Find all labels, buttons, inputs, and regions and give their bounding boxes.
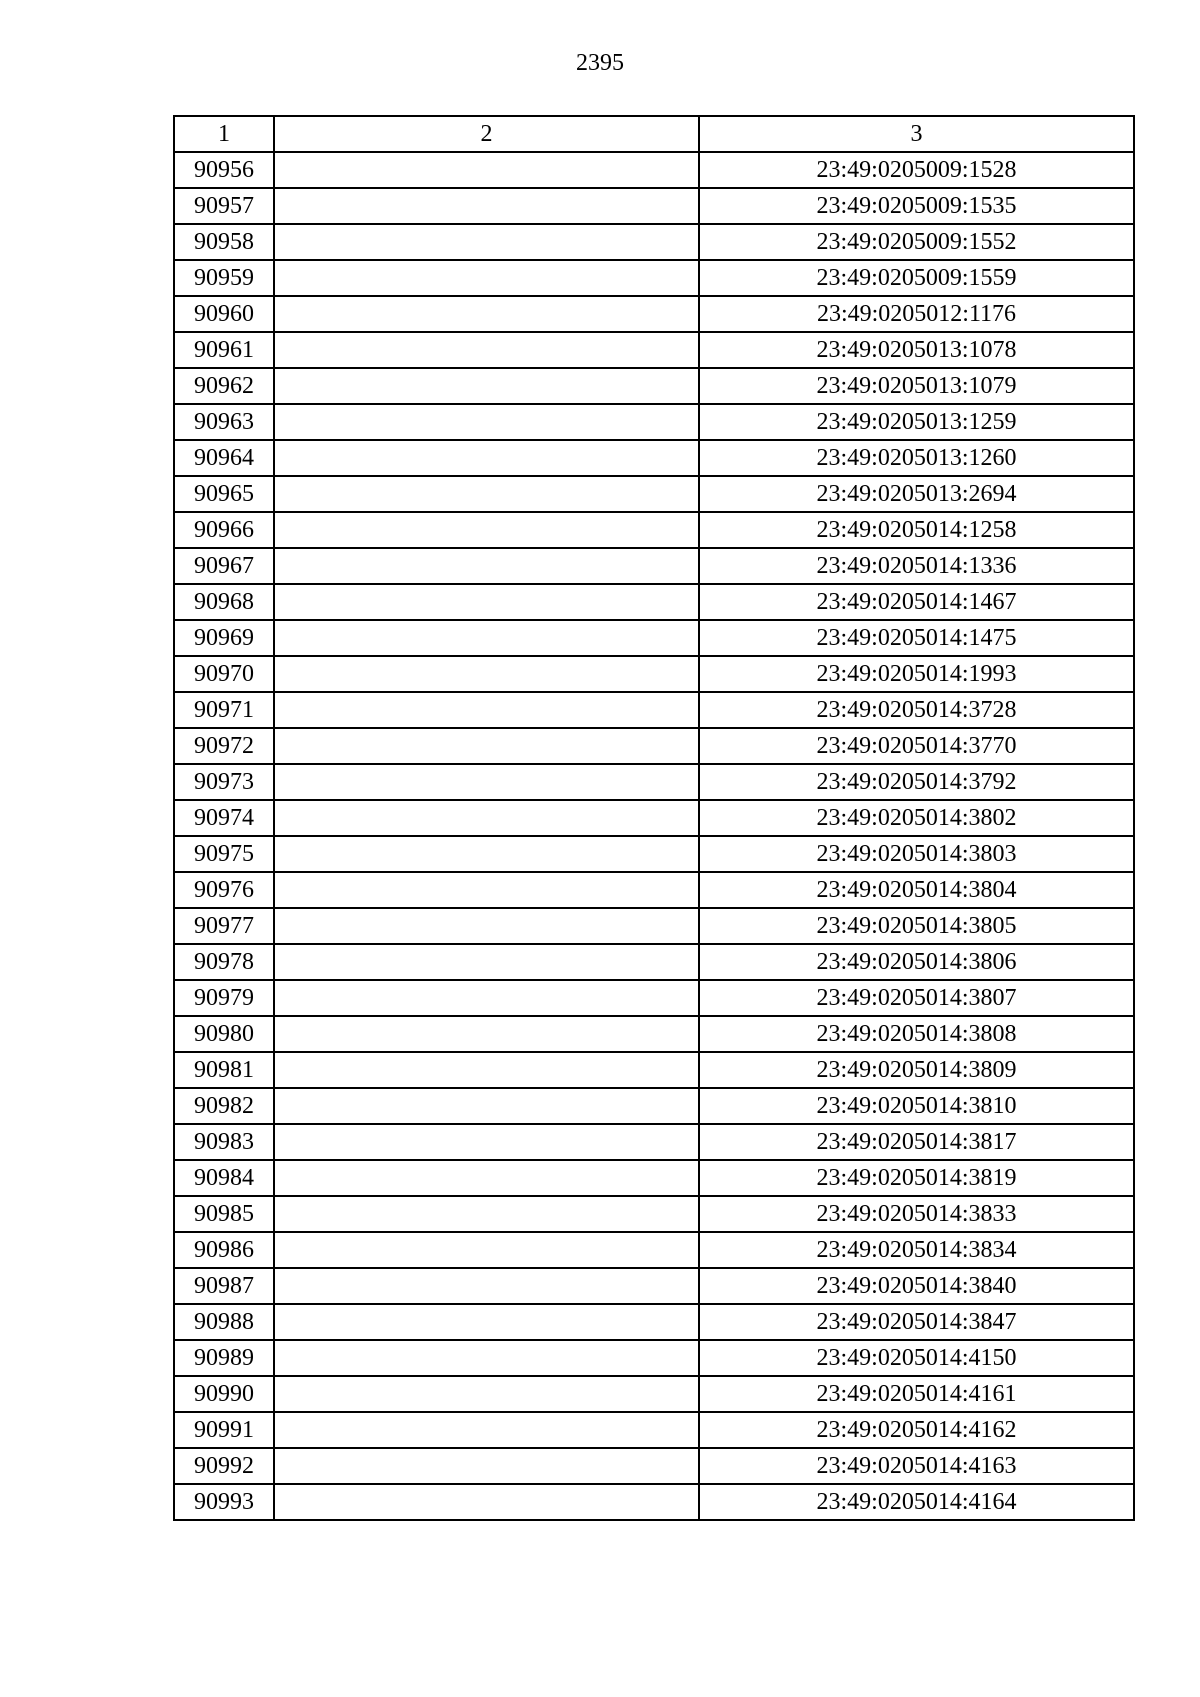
empty-cell bbox=[274, 260, 699, 296]
row-number-cell: 90992 bbox=[174, 1448, 274, 1484]
row-number-cell: 90958 bbox=[174, 224, 274, 260]
table-row bbox=[174, 944, 1134, 980]
row-number-cell: 90974 bbox=[174, 800, 274, 836]
cadastral-number-cell: 23:49:0205014:3817 bbox=[699, 1124, 1134, 1160]
row-number-cell: 90957 bbox=[174, 188, 274, 224]
cadastral-number-cell: 23:49:0205013:1079 bbox=[699, 368, 1134, 404]
table-row bbox=[174, 512, 1134, 548]
cadastral-number-cell: 23:49:0205014:3802 bbox=[699, 800, 1134, 836]
table-row bbox=[174, 656, 1134, 692]
cadastral-number-cell: 23:49:0205014:3803 bbox=[699, 836, 1134, 872]
empty-cell bbox=[274, 1160, 699, 1196]
table-row bbox=[174, 368, 1134, 404]
data-table bbox=[173, 115, 1135, 1521]
cadastral-number-cell: 23:49:0205013:2694 bbox=[699, 476, 1134, 512]
cadastral-number-cell: 23:49:0205013:1259 bbox=[699, 404, 1134, 440]
cadastral-number-cell: 23:49:0205014:3834 bbox=[699, 1232, 1134, 1268]
row-number-cell: 90975 bbox=[174, 836, 274, 872]
table-row bbox=[174, 692, 1134, 728]
empty-cell bbox=[274, 152, 699, 188]
table-body bbox=[174, 152, 1134, 1520]
row-number-cell: 90968 bbox=[174, 584, 274, 620]
empty-cell bbox=[274, 908, 699, 944]
cadastral-number-cell: 23:49:0205009:1552 bbox=[699, 224, 1134, 260]
empty-cell bbox=[274, 1052, 699, 1088]
cadastral-number-cell: 23:49:0205009:1559 bbox=[699, 260, 1134, 296]
row-number-cell: 90984 bbox=[174, 1160, 274, 1196]
row-number-cell: 90990 bbox=[174, 1376, 274, 1412]
table-row bbox=[174, 872, 1134, 908]
empty-cell bbox=[274, 944, 699, 980]
table-row bbox=[174, 1160, 1134, 1196]
empty-cell bbox=[274, 1016, 699, 1052]
row-number-cell: 90963 bbox=[174, 404, 274, 440]
row-number-cell: 90964 bbox=[174, 440, 274, 476]
empty-cell bbox=[274, 224, 699, 260]
table-row bbox=[174, 1448, 1134, 1484]
cadastral-number-cell: 23:49:0205014:3770 bbox=[699, 728, 1134, 764]
empty-cell bbox=[274, 332, 699, 368]
row-number-cell: 90965 bbox=[174, 476, 274, 512]
row-number-cell: 90993 bbox=[174, 1484, 274, 1520]
cadastral-number-cell: 23:49:0205014:3847 bbox=[699, 1304, 1134, 1340]
table-row bbox=[174, 800, 1134, 836]
table-row bbox=[174, 836, 1134, 872]
row-number-cell: 90960 bbox=[174, 296, 274, 332]
table-row bbox=[174, 1196, 1134, 1232]
row-number-cell: 90983 bbox=[174, 1124, 274, 1160]
table-row bbox=[174, 1124, 1134, 1160]
empty-cell bbox=[274, 1448, 699, 1484]
cadastral-number-cell: 23:49:0205014:1475 bbox=[699, 620, 1134, 656]
cadastral-number-cell: 23:49:0205014:4163 bbox=[699, 1448, 1134, 1484]
cadastral-number-cell: 23:49:0205014:3810 bbox=[699, 1088, 1134, 1124]
empty-cell bbox=[274, 1340, 699, 1376]
empty-cell bbox=[274, 548, 699, 584]
row-number-cell: 90970 bbox=[174, 656, 274, 692]
row-number-cell: 90969 bbox=[174, 620, 274, 656]
empty-cell bbox=[274, 620, 699, 656]
cadastral-number-cell: 23:49:0205014:3792 bbox=[699, 764, 1134, 800]
empty-cell bbox=[274, 692, 699, 728]
table-header-row bbox=[174, 116, 1134, 152]
empty-cell bbox=[274, 1196, 699, 1232]
row-number-cell: 90971 bbox=[174, 692, 274, 728]
table-row bbox=[174, 152, 1134, 188]
table-row bbox=[174, 404, 1134, 440]
table-row bbox=[174, 296, 1134, 332]
cadastral-number-cell: 23:49:0205014:3807 bbox=[699, 980, 1134, 1016]
empty-cell bbox=[274, 1376, 699, 1412]
cadastral-number-cell: 23:49:0205014:4162 bbox=[699, 1412, 1134, 1448]
row-number-cell: 90966 bbox=[174, 512, 274, 548]
empty-cell bbox=[274, 440, 699, 476]
cadastral-number-cell: 23:49:0205013:1078 bbox=[699, 332, 1134, 368]
row-number-cell: 90961 bbox=[174, 332, 274, 368]
row-number-cell: 90977 bbox=[174, 908, 274, 944]
empty-cell bbox=[274, 800, 699, 836]
row-number-cell: 90973 bbox=[174, 764, 274, 800]
row-number-cell: 90981 bbox=[174, 1052, 274, 1088]
empty-cell bbox=[274, 872, 699, 908]
page-number: 2395 bbox=[576, 50, 624, 76]
cadastral-number-cell: 23:49:0205009:1535 bbox=[699, 188, 1134, 224]
table-row bbox=[174, 476, 1134, 512]
cadastral-number-cell: 23:49:0205014:3804 bbox=[699, 872, 1134, 908]
empty-cell bbox=[274, 1088, 699, 1124]
table-row bbox=[174, 620, 1134, 656]
empty-cell bbox=[274, 980, 699, 1016]
row-number-cell: 90989 bbox=[174, 1340, 274, 1376]
cadastral-number-cell: 23:49:0205014:1993 bbox=[699, 656, 1134, 692]
table-row bbox=[174, 1412, 1134, 1448]
table-row bbox=[174, 1052, 1134, 1088]
empty-cell bbox=[274, 1484, 699, 1520]
empty-cell bbox=[274, 1268, 699, 1304]
empty-cell bbox=[274, 404, 699, 440]
cadastral-number-cell: 23:49:0205014:1336 bbox=[699, 548, 1134, 584]
cadastral-number-cell: 23:49:0205014:4164 bbox=[699, 1484, 1134, 1520]
table-row bbox=[174, 548, 1134, 584]
cadastral-number-cell: 23:49:0205014:3809 bbox=[699, 1052, 1134, 1088]
table-row bbox=[174, 584, 1134, 620]
row-number-cell: 90967 bbox=[174, 548, 274, 584]
table-row bbox=[174, 764, 1134, 800]
table-row bbox=[174, 224, 1134, 260]
table-row bbox=[174, 1268, 1134, 1304]
row-number-cell: 90986 bbox=[174, 1232, 274, 1268]
row-number-cell: 90979 bbox=[174, 980, 274, 1016]
table-row bbox=[174, 1340, 1134, 1376]
row-number-cell: 90978 bbox=[174, 944, 274, 980]
empty-cell bbox=[274, 188, 699, 224]
row-number-cell: 90980 bbox=[174, 1016, 274, 1052]
empty-cell bbox=[274, 1124, 699, 1160]
row-number-cell: 90991 bbox=[174, 1412, 274, 1448]
cadastral-number-cell: 23:49:0205012:1176 bbox=[699, 296, 1134, 332]
row-number-cell: 90956 bbox=[174, 152, 274, 188]
cadastral-number-cell: 23:49:0205014:3728 bbox=[699, 692, 1134, 728]
row-number-cell: 90976 bbox=[174, 872, 274, 908]
row-number-cell: 90987 bbox=[174, 1268, 274, 1304]
cadastral-number-cell: 23:49:0205014:1467 bbox=[699, 584, 1134, 620]
row-number-cell: 90962 bbox=[174, 368, 274, 404]
empty-cell bbox=[274, 728, 699, 764]
table-row bbox=[174, 908, 1134, 944]
empty-cell bbox=[274, 1304, 699, 1340]
table-row bbox=[174, 332, 1134, 368]
row-number-cell: 90959 bbox=[174, 260, 274, 296]
empty-cell bbox=[274, 368, 699, 404]
column-header-1: 1 bbox=[174, 116, 274, 152]
empty-cell bbox=[274, 476, 699, 512]
row-number-cell: 90972 bbox=[174, 728, 274, 764]
table-row bbox=[174, 980, 1134, 1016]
empty-cell bbox=[274, 1412, 699, 1448]
table-row bbox=[174, 260, 1134, 296]
cadastral-number-cell: 23:49:0205014:3806 bbox=[699, 944, 1134, 980]
cadastral-number-cell: 23:49:0205014:3808 bbox=[699, 1016, 1134, 1052]
table-row bbox=[174, 440, 1134, 476]
empty-cell bbox=[274, 764, 699, 800]
row-number-cell: 90985 bbox=[174, 1196, 274, 1232]
table-row bbox=[174, 728, 1134, 764]
row-number-cell: 90988 bbox=[174, 1304, 274, 1340]
table-row bbox=[174, 1484, 1134, 1520]
table-row bbox=[174, 1016, 1134, 1052]
cadastral-number-cell: 23:49:0205014:3840 bbox=[699, 1268, 1134, 1304]
cadastral-number-cell: 23:49:0205014:3819 bbox=[699, 1160, 1134, 1196]
cadastral-number-cell: 23:49:0205014:4161 bbox=[699, 1376, 1134, 1412]
cadastral-number-cell: 23:49:0205014:3833 bbox=[699, 1196, 1134, 1232]
table-row bbox=[174, 1304, 1134, 1340]
empty-cell bbox=[274, 836, 699, 872]
column-header-3: 3 bbox=[699, 116, 1134, 152]
column-header-2: 2 bbox=[274, 116, 699, 152]
empty-cell bbox=[274, 296, 699, 332]
cadastral-number-cell: 23:49:0205013:1260 bbox=[699, 440, 1134, 476]
cadastral-number-cell: 23:49:0205009:1528 bbox=[699, 152, 1134, 188]
cadastral-number-cell: 23:49:0205014:3805 bbox=[699, 908, 1134, 944]
table-row bbox=[174, 1376, 1134, 1412]
empty-cell bbox=[274, 656, 699, 692]
cadastral-number-cell: 23:49:0205014:1258 bbox=[699, 512, 1134, 548]
table-row bbox=[174, 1232, 1134, 1268]
cadastral-number-cell: 23:49:0205014:4150 bbox=[699, 1340, 1134, 1376]
row-number-cell: 90982 bbox=[174, 1088, 274, 1124]
table-row bbox=[174, 188, 1134, 224]
empty-cell bbox=[274, 512, 699, 548]
empty-cell bbox=[274, 1232, 699, 1268]
table-row bbox=[174, 1088, 1134, 1124]
empty-cell bbox=[274, 584, 699, 620]
